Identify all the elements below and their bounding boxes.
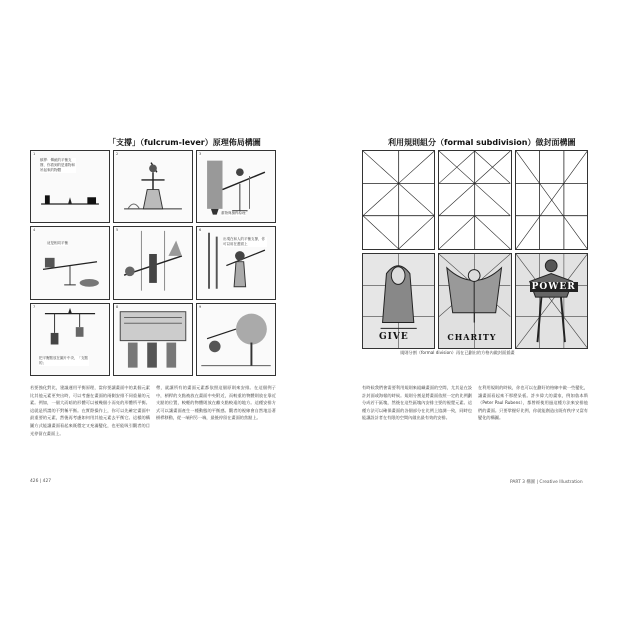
panel-number: 6 bbox=[199, 228, 202, 233]
panel-number: 3 bbox=[199, 152, 202, 156]
grid-diagram-2 bbox=[438, 150, 511, 250]
poster-power-art bbox=[516, 254, 587, 348]
right-body-column-1: 有時候我們會需要利用規則來組織畫面的空間，尤其是在設計封面或海報的時候。規則分割是將畫面依照一定的比例劃分成若干區塊，然後在這些區塊內安排主要的視覺元素。這種方法可以確保畫面的各個部分在比例上協調一致，同時也能讓設計者在有限的空間內做出最有效的安排。 bbox=[362, 385, 472, 421]
panel-number: 9 bbox=[199, 304, 202, 309]
panel-number: 2 bbox=[116, 152, 119, 156]
panel-7 bbox=[30, 303, 110, 376]
grid-lines-3 bbox=[516, 151, 587, 249]
panel-caption: 出現在和人的平衡支撐，你可以用在畫面上 bbox=[223, 237, 265, 247]
poster-power bbox=[515, 253, 588, 349]
right-body-column-2: 在利用規則的時候，你也可以在劃好的格線中做一些變化，讓畫面看起來不那麼呆板。許多偉大的畫家，例如魯本斯（Peter Paul Rubens），都曾經使用過這種方法來安排他們的畫面。只要掌握好比例，你就能創造出既有秩序又富有變化的構圖。 bbox=[478, 385, 588, 421]
poster-word-charity: CHARITY bbox=[447, 332, 497, 342]
figure-caption: 規則分割（formal division）再在已劃出的方格內做封面插畫 bbox=[400, 350, 515, 355]
left-body-column-1: 若要強化對比，建議運用平衡原理，當你要讓畫面中的某個元素比其他元素更突出時，可以考慮在畫面的兩側安排不同重量的元素。例如，一個大而暗的形體可以被幾個小而亮的形體所平衡。這就是所謂的不對稱平衡。在實際操作上，你可以先確定畫面中最重要的元素，然後再考慮如何用其他元素去平衡它。這樣的構圖方式能讓畫面看起來既穩定又充滿變化，也更能吸引觀者的目光停留在畫面上。 bbox=[30, 385, 150, 436]
panel-9 bbox=[196, 303, 276, 376]
grid-lines-1 bbox=[363, 151, 434, 249]
grid-lines-2 bbox=[439, 151, 510, 249]
left-body-column-2: 帶，就讓所有的畫面元素都依照這個原則來安排。在這個例子中，槓桿的支點被放在畫面中央附近，而較重的物體則放在靠近支點的位置，較輕的物體則放在離支點較遠的地方。這種安排方式可以讓畫面產生一種動態的平衡感。觀者的視線會自然地沿著槓桿移動，從一端到另一端，最後停留在畫面的焦點上。 bbox=[156, 385, 276, 421]
panel-5-illustration bbox=[114, 227, 192, 298]
panel-2-illustration bbox=[114, 151, 192, 222]
fulcrum-panel-grid bbox=[30, 150, 276, 376]
panel-8-illustration bbox=[114, 304, 192, 375]
poster-give bbox=[362, 253, 435, 349]
panel-caption: 把平衡點放在圖片中央，「支點的」 bbox=[39, 355, 88, 365]
poster-word-power: POWER bbox=[531, 282, 576, 292]
panel-1 bbox=[30, 150, 110, 223]
panel-8 bbox=[113, 303, 193, 376]
grid-diagram-3 bbox=[515, 150, 588, 250]
panel-4 bbox=[30, 226, 110, 299]
right-folio: PART 3 構圖 | Creative Illustration bbox=[510, 480, 583, 485]
panel-3 bbox=[196, 150, 276, 223]
panel-number: 5 bbox=[116, 228, 119, 233]
poster-charity bbox=[438, 253, 511, 349]
panel-6 bbox=[196, 226, 276, 299]
subdivision-figure bbox=[362, 150, 588, 346]
left-heading: 「支撐」（fulcrum-lever）原理佈局構圖 bbox=[108, 138, 261, 147]
panel-number: 4 bbox=[33, 228, 36, 233]
panel-caption: 這是相同平衡 bbox=[47, 241, 68, 246]
panel-caption: 重物與槓桿原理 bbox=[221, 211, 246, 215]
panel-5 bbox=[113, 226, 193, 299]
left-folio: 426 | 427 bbox=[30, 479, 52, 484]
panel-number: 8 bbox=[116, 304, 119, 309]
poster-word-give: GIVE bbox=[379, 332, 409, 342]
grid-diagram-1 bbox=[362, 150, 435, 250]
panel-caption: 槓桿：傳統的平衡支撐，你看到的是重物和吊起來的物體 bbox=[40, 158, 75, 172]
panel-4-illustration bbox=[31, 227, 109, 298]
right-heading: 利用規則組分（formal subdivision）做封面構圖 bbox=[388, 138, 576, 147]
panel-number: 7 bbox=[33, 304, 36, 309]
right-page bbox=[310, 0, 620, 620]
panel-2 bbox=[113, 150, 193, 223]
panel-number: 1 bbox=[33, 152, 36, 156]
panel-9-illustration bbox=[197, 304, 275, 375]
